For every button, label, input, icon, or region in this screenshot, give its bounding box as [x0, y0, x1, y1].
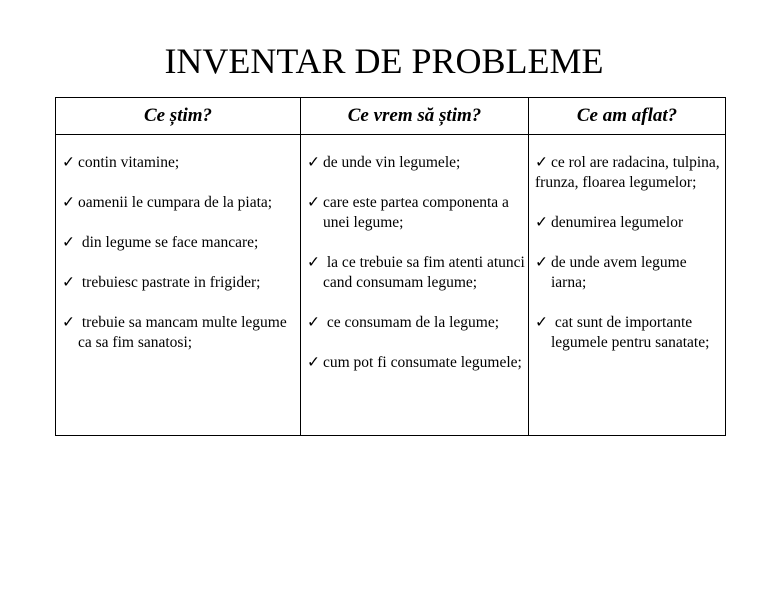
list-item: [62, 193, 298, 213]
list-item: [307, 253, 526, 293]
list-item-text: din legume se face mancare;: [78, 234, 259, 251]
checkmark-icon: ✓: [62, 194, 75, 211]
list-item-text: ce consumam de la legume;: [323, 314, 500, 331]
list-item: [307, 313, 526, 333]
list-item-text: cat sunt de importante legumele pentru sanatate;: [551, 314, 710, 351]
list-item-text: trebuiesc pastrate in frigider;: [78, 274, 261, 291]
list-item: [535, 213, 723, 233]
content-row: [56, 135, 726, 436]
checkmark-icon: ✓: [62, 314, 75, 331]
document-title: INVENTAR DE PROBLEME: [164, 41, 604, 81]
checkmark-icon: ✓: [535, 314, 548, 331]
checkmark-icon: ✓: [535, 154, 548, 171]
list-item-text: contin vitamine;: [78, 154, 180, 171]
list-item: [62, 313, 298, 353]
checkmark-icon: ✓: [62, 274, 75, 291]
list-item: [307, 153, 526, 173]
list-item-text: care este partea componenta a unei legume;: [323, 194, 509, 231]
checkmark-icon: ✓: [535, 254, 548, 271]
list-item-text: oamenii le cumpara de la piata;: [78, 194, 273, 211]
column-what-we-want-to-know: [301, 135, 529, 436]
list-item: [535, 313, 723, 353]
list-item-text: ce rol are radacina, tulpina, frunza, floarea legumelor;: [535, 154, 720, 191]
header-what-we-know: Ce știm?: [56, 98, 301, 135]
list-item-text: de unde avem legume iarna;: [551, 254, 687, 291]
checkmark-icon: ✓: [307, 194, 320, 211]
header-row: [56, 98, 726, 135]
list-item: [62, 233, 298, 253]
checkmark-icon: ✓: [307, 154, 320, 171]
checkmark-icon: ✓: [535, 214, 548, 231]
list-item: [535, 153, 723, 193]
checkmark-icon: ✓: [307, 254, 320, 271]
checkmark-icon: ✓: [307, 314, 320, 331]
checkmark-icon: ✓: [62, 154, 75, 171]
checkmark-icon: ✓: [62, 234, 75, 251]
header-what-we-want-to-know: Ce vrem să știm?: [301, 98, 529, 135]
column-what-we-learned: [529, 135, 726, 436]
column-what-we-know: [56, 135, 301, 436]
header-what-we-learned: Ce am aflat?: [529, 98, 726, 135]
list-item: [62, 273, 298, 293]
list-item-text: trebuie sa mancam multe legume ca sa fim sanatosi;: [78, 314, 287, 351]
list-item: [62, 153, 298, 173]
list-item-text: denumirea legumelor: [551, 214, 684, 231]
list-item-text: de unde vin legumele;: [323, 154, 461, 171]
list-item: [535, 253, 723, 293]
checkmark-icon: ✓: [307, 354, 320, 371]
list-item: [307, 193, 526, 233]
list-item-text: la ce trebuie sa fim atenti atunci cand consumam legume;: [323, 254, 525, 291]
problem-inventory-table: [55, 97, 726, 436]
list-item-text: cum pot fi consumate legumele;: [323, 354, 522, 371]
list-item: [307, 353, 526, 373]
